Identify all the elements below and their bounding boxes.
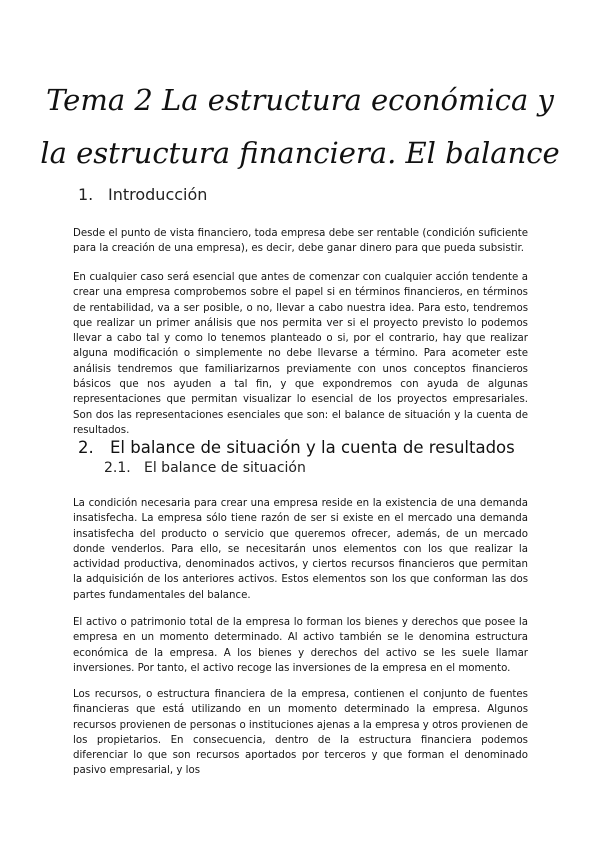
document-title: Tema 2 La estructura económica y la estructura financiera. El balance: [40, 83, 560, 170]
balance-paragraph-3: Los recursos, o estructura financiera de la empresa, contienen el conjunto de fuentes financieras que está utilizando en un momento determinado la empresa. Algunos recursos provienen de personas o instituciones ajenas a la empresa y otros provienen de los propietarios. En consecuencia, dentro de la estructura financiera podemos diferenciar lo que son recursos aportados por terceros y que forman el denominado pasivo empresarial, y los: [73, 689, 528, 777]
section-1-number: 1.: [78, 185, 94, 204]
section-2-number: 2.: [78, 438, 94, 457]
section-1-heading: [78, 185, 207, 204]
subsection-2-1-number: 2.1.: [104, 460, 131, 476]
section-2-heading: [78, 438, 515, 457]
intro-paragraph-1: Desde el punto de vista financiero, toda empresa debe ser rentable (condición suficiente para la creación de una empresa), es decir, debe ganar dinero para que pueda subsistir.: [73, 228, 528, 255]
section-2-title: El balance de situación y la cuenta de resultados: [110, 438, 515, 457]
subsection-2-1-title: El balance de situación: [144, 460, 306, 476]
balance-paragraph-1: La condición necesaria para crear una empresa reside en la existencia de una demanda insatisfecha. La empresa sólo tiene razón de ser si existe en el mercado una demanda insatisfecha del producto o servicio que queremos ofrecer, además, de un mercado donde venderlos. Para ello, se necesitarán unos elementos con los que realizar la actividad productiva, denominados activos, y ciertos recursos financieros que permitan la adquisición de los anteriores activos. Estos elementos son los que conforman las dos partes fundamentales del balance.: [73, 498, 528, 601]
subsection-2-1-heading: [104, 460, 306, 476]
intro-paragraph-2: En cualquier caso será esencial que antes de comenzar con cualquier acción tendente a crear una empresa comprobemos sobre el papel si en términos financieros, en términos de rentabilidad, va a ser posible, o no, llevar a cabo nuestra idea. Para esto, tendremos que realizar un primer análisis que nos permita ver si el proyecto previsto lo podemos llevar a cabo tal y como lo tenemos planteado o si, por el contrario, hay que realizar alguna modificación o simplemente no debe llevarse a término. Para acometer este análisis tendremos que familiarizarnos previamente con unos conceptos financieros básicos que nos ayuden a tal fin, y que expondremos con ayuda de algunas representaciones que permitan visualizar lo esencial de los proyectos empresariales. Son dos las representaciones esenciales que son: el balance de situación y la cuenta de resultados.: [73, 272, 528, 436]
section-1-title: Introducción: [108, 185, 208, 204]
balance-paragraph-2: El activo o patrimonio total de la empresa lo forman los bienes y derechos que posee la empresa en un momento determinado. Al activo también se le denomina estructura económica de la empresa. A los bienes y derechos del activo se les suele llamar inversiones. Por tanto, el activo recoge las inversiones de la empresa en el momento.: [73, 617, 528, 674]
